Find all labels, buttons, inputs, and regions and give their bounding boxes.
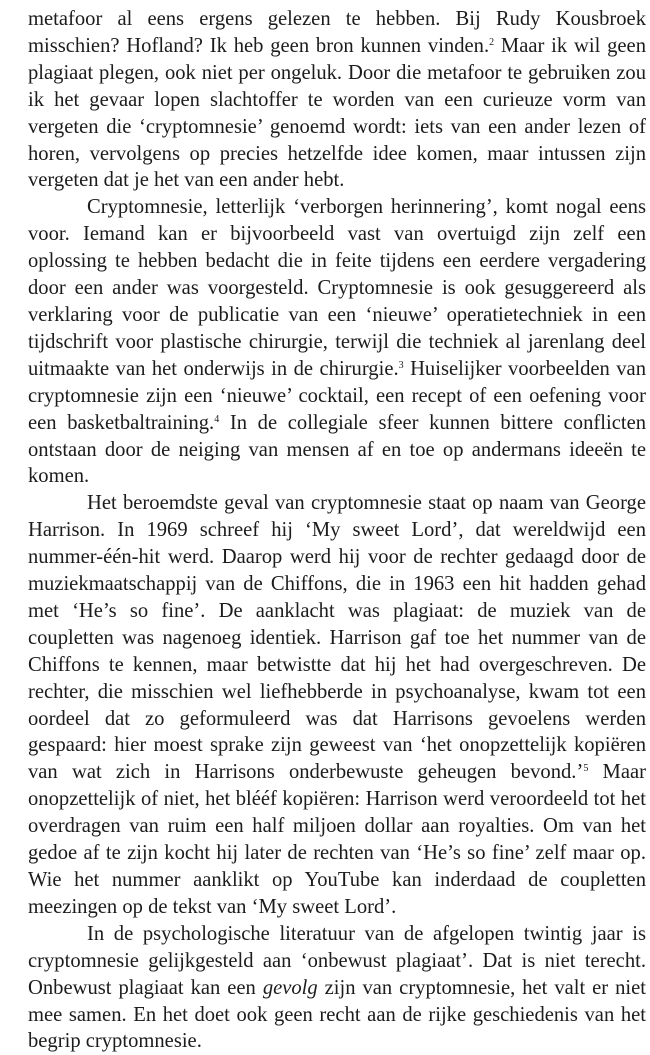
text-segment: Maar onopzettelijk of niet, het blééf kopiëren: Harrison werd veroordeeld tot het overdragen van ruim een half miljoen dollar aan royalties. Om van het gedoe af te zijn kocht hij later de rechten van ‘He’s so fine’ zelf maar op. Wie het nummer aanklikt op YouTube kan inderdaad de coupletten meezingen op de tekst van ‘My sweet Lord’. <box>28 761 646 918</box>
footnote-marker: 5 <box>583 763 589 775</box>
text-segment: In de psychologische literatuur van de afgelopen twintig jaar is cryptomnesie gelijkgesteld aan ‘onbewust plagiaat’. Dat is niet terecht. Onbewust plagiaat kan een <box>28 922 646 999</box>
body-text <box>28 6 646 1055</box>
emphasized-word: gevolg <box>262 976 318 999</box>
paragraph-1 <box>28 6 646 194</box>
footnote-marker: 4 <box>214 413 220 425</box>
text-segment: Het beroemdste geval van cryptomnesie staat op naam van George Harrison. In 1969 schreef hij ‘My sweet Lord’, dat wereldwijd een nummer-één-hit werd. Daarop werd hij voor de rechter gedaagd door de muziekmaatschappij van de Chiffons, die in 1963 een hit hadden gehad met ‘He’s so fine’. De aanklacht was plagiaat: de muziek van de coupletten was nagenoeg identiek. Harrison gaf toe het nummer van de Chiffons te kennen, maar betwistte dat hij het had overgeschreven. De rechter, die misschien wel liefhebberde in psychoanalyse, kwam tot een oordeel dat zo geformuleerd was dat Harrisons gevoelens werden gespaard: hier moest sprake zijn geweest van ‘het onopzettelijk kopiëren van wat zich in Harrisons onderbewuste geheugen bevond.’ <box>28 492 646 784</box>
paragraph-3 <box>28 490 646 921</box>
text-segment: Huiselijker voorbeelden van cryptomnesie zijn een ‘nieuwe’ cocktail, een recept of een oefening voor een basketbaltraining. <box>28 357 646 434</box>
paragraph-4 <box>28 921 646 1055</box>
text-segment: Cryptomnesie, letterlijk ‘verborgen herinnering’, komt nogal eens voor. Iemand kan er bijvoorbeeld vast van overtuigd zijn zelf een oplossing te hebben bedacht die in feite tijdens een eerdere vergadering door een ander was voorgesteld. Cryptomnesie is ook gesuggereerd als verklaring voor de publicatie van een ‘nieuwe’ operatietechniek in een tijdschrift voor plastische chirurgie, terwijl die techniek al jarenlang deel uitmaakte van het onderwijs in de chirurgie. <box>28 196 646 380</box>
footnote-marker: 2 <box>489 36 495 48</box>
paragraph-2 <box>28 194 646 490</box>
text-segment: zijn van cryptomnesie, het valt er niet mee samen. En het doet ook geen recht aan de rijke geschiedenis van het begrip cryptomnesie. <box>28 976 646 1053</box>
footnote-marker: 3 <box>398 359 404 371</box>
text-segment: In de collegiale sfeer kunnen bittere conflicten ontstaan door de neiging van mensen af en toe op andermans ideeën te komen. <box>28 411 647 488</box>
text-segment: Maar ik wil geen plagiaat plegen, ook niet per ongeluk. Door die metafoor te gebruiken zou ik het gevaar lopen slachtoffer te worden van een curieuze vorm van vergeten die ‘cryptomnesie’ genoemd wordt: iets van een ander lezen of horen, vervolgens op precies hetzelfde idee komen, maar intussen zijn vergeten dat je het van een ander hebt. <box>28 34 646 192</box>
text-segment: metafoor al eens ergens gelezen te hebben. Bij Rudy Kousbroek misschien? Hofland? Ik heb geen bron kunnen vinden. <box>28 8 646 57</box>
